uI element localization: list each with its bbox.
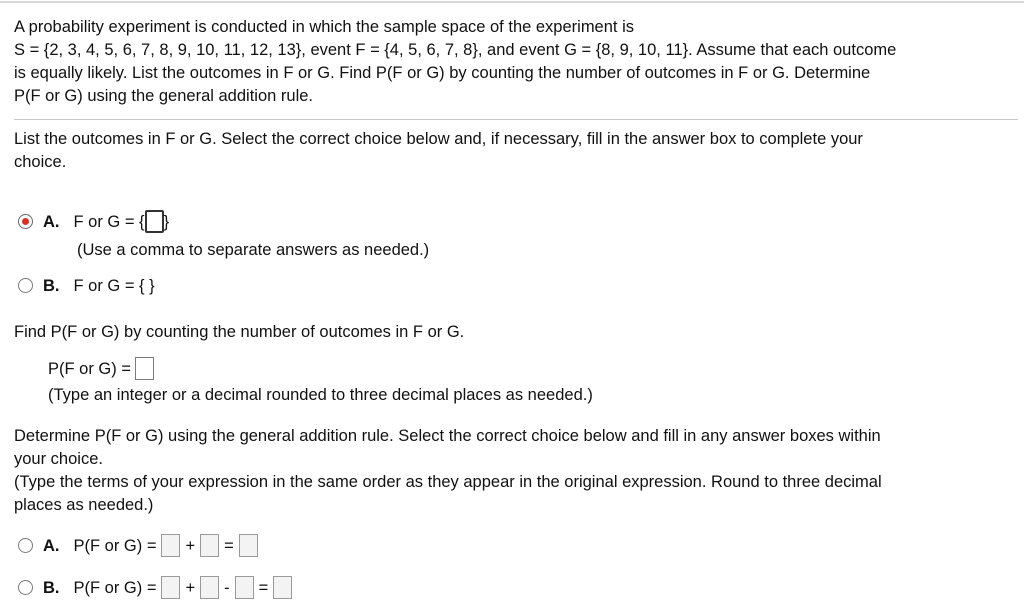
question-line-4: P(F or G) using the general addition rule. — [14, 87, 313, 105]
equals-sign: = — [224, 537, 234, 555]
part3-hint-line-1: (Type the terms of your expression in the same order as they appear in the original expression. Round to three decimal — [14, 473, 882, 491]
general-term-1-box[interactable] — [161, 576, 180, 599]
part3-choice-a-radio[interactable] — [18, 538, 33, 553]
part2-instruction: Find P(F or G) by counting the number of outcomes in F or G. — [14, 323, 465, 341]
part1-choice-b-text: F or G = { } — [73, 277, 155, 295]
minus-sign: - — [224, 579, 230, 597]
question-line-1: A probability experiment is conducted in which the sample space of the experiment is — [14, 18, 634, 36]
part1-instructions — [14, 128, 1004, 174]
part3-choice-b[interactable] — [18, 576, 292, 600]
question-text — [14, 16, 1004, 108]
f-or-g-answer-box[interactable] — [145, 210, 164, 233]
general-term-2-box[interactable] — [200, 576, 219, 599]
part3-choice-b-label: P(F or G) = — [73, 579, 157, 597]
part1-choice-a[interactable] — [18, 210, 169, 234]
part1-choice-a-suffix: } — [163, 213, 170, 231]
top-border — [0, 1, 1024, 3]
addition-term-1-box[interactable] — [161, 534, 180, 557]
part3-choice-a[interactable] — [18, 534, 258, 558]
part2-answer-row — [48, 357, 154, 381]
part3-choice-b-letter: B. — [43, 579, 60, 597]
plus-sign: + — [185, 537, 196, 555]
question-line-3: is equally likely. List the outcomes in F or G. Find P(F or G) by counting the number of outcomes in F or G. Determine — [14, 64, 871, 82]
part3-instruction-line-2: your choice. — [14, 450, 103, 468]
general-term-3-box[interactable] — [235, 576, 254, 599]
general-result-box[interactable] — [273, 576, 292, 599]
part3-hint-line-2: places as needed.) — [14, 496, 154, 514]
part1-instruction-line-1: List the outcomes in F or G. Select the correct choice below and, if necessary, fill in the answer box to complete your — [14, 130, 863, 148]
part1-choice-a-radio[interactable] — [18, 214, 33, 229]
part3-instruction-line-1: Determine P(F or G) using the general addition rule. Select the correct choice below and fill in any answer boxes within — [14, 427, 881, 445]
part2-hint: (Type an integer or a decimal rounded to three decimal places as needed.) — [48, 386, 593, 404]
addition-result-box[interactable] — [239, 534, 258, 557]
part1-choice-a-prefix: F or G = { — [73, 213, 145, 231]
equals-sign: = — [258, 579, 269, 597]
part3-instructions — [14, 425, 1004, 517]
addition-term-2-box[interactable] — [200, 534, 219, 557]
p-f-or-g-count-box[interactable] — [135, 357, 154, 380]
part1-choice-b-radio[interactable] — [18, 278, 33, 293]
part1-choice-a-letter: A. — [43, 213, 60, 231]
part3-choice-a-label: P(F or G) = — [73, 537, 157, 555]
plus-sign: + — [185, 579, 196, 597]
part1-choice-b-letter: B. — [43, 277, 60, 295]
part3-choice-b-radio[interactable] — [18, 580, 33, 595]
section-divider — [14, 119, 1018, 120]
part1-choice-b[interactable] — [18, 275, 155, 298]
part1-choice-a-hint: (Use a comma to separate answers as needed.) — [77, 241, 430, 259]
part3-choice-a-letter: A. — [43, 537, 60, 555]
question-line-2: S = {2, 3, 4, 5, 6, 7, 8, 9, 10, 11, 12, 13}, event F = {4, 5, 6, 7, 8}, and event G = {8, 9, 10, 11}. Assume that each outcome — [14, 41, 897, 59]
part2-label: P(F or G) = — [48, 360, 131, 378]
part1-instruction-line-2: choice. — [14, 153, 67, 171]
